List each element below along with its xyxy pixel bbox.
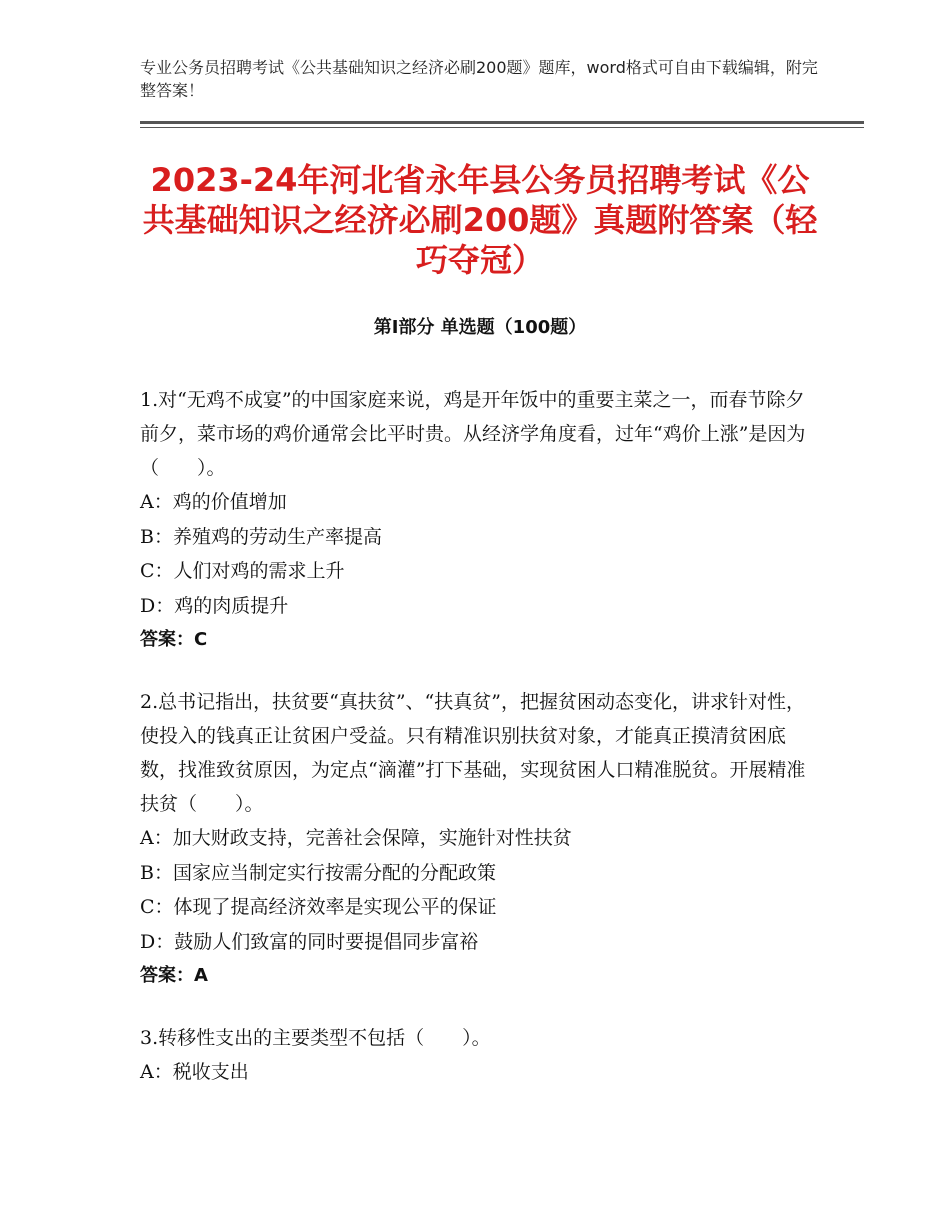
option-a: A：税收支出 [140, 1061, 249, 1083]
document-title: 2023-24年河北省永年县公务员招聘考试《公共基础知识之经济必刷200题》真题附答案（轻巧夺冠） [142, 161, 818, 279]
question-stem: 1.对“无鸡不成宴”的中国家庭来说，鸡是开年饭中的重要主菜之一，而春节除夕前夕，菜市场的鸡价通常会比平时贵。从经济学角度看，过年“鸡价上涨”是因为（ ）。 [140, 389, 806, 479]
question-3 [140, 1021, 820, 1090]
question-1 [140, 383, 820, 657]
header-divider-thick [140, 121, 864, 124]
answer: 答案：A [140, 965, 208, 986]
section-title: 第Ⅰ部分 单选题（100题） [373, 317, 587, 338]
question-2 [140, 685, 820, 993]
option-a: A：鸡的价值增加 [140, 491, 287, 513]
option-d: D：鼓励人们致富的同时要提倡同步富裕 [140, 930, 479, 953]
question-stem: 3.转移性支出的主要类型不包括（ ）。 [140, 1027, 491, 1049]
option-c: C：体现了提高经济效率是实现公平的保证 [140, 896, 497, 918]
option-b: B：国家应当制定实行按需分配的分配政策 [140, 861, 496, 884]
header-divider-thin [140, 127, 864, 128]
question-list [140, 383, 820, 1118]
question-stem: 2.总书记指出，扶贫要“真扶贫”、“扶真贫”，把握贫困动态变化，讲求针对性，使投入的钱真正让贫困户受益。只有精准识别扶贫对象，才能真正摸清贫困底数，找准致贫原因，为定点“滴灌”打下基础，实现贫困人口精准脱贫。开展精准扶贫（ ）。 [140, 691, 806, 815]
option-b: B：养殖鸡的劳动生产率提高 [140, 525, 382, 548]
answer: 答案：C [140, 629, 208, 650]
option-a: A：加大财政支持，完善社会保障，实施针对性扶贫 [140, 827, 572, 849]
header-note: 专业公务员招聘考试《公共基础知识之经济必刷200题》题库，word格式可自由下载编辑，附完整答案！ [140, 58, 818, 100]
option-d: D：鸡的肉质提升 [140, 594, 289, 617]
option-c: C：人们对鸡的需求上升 [140, 560, 345, 582]
